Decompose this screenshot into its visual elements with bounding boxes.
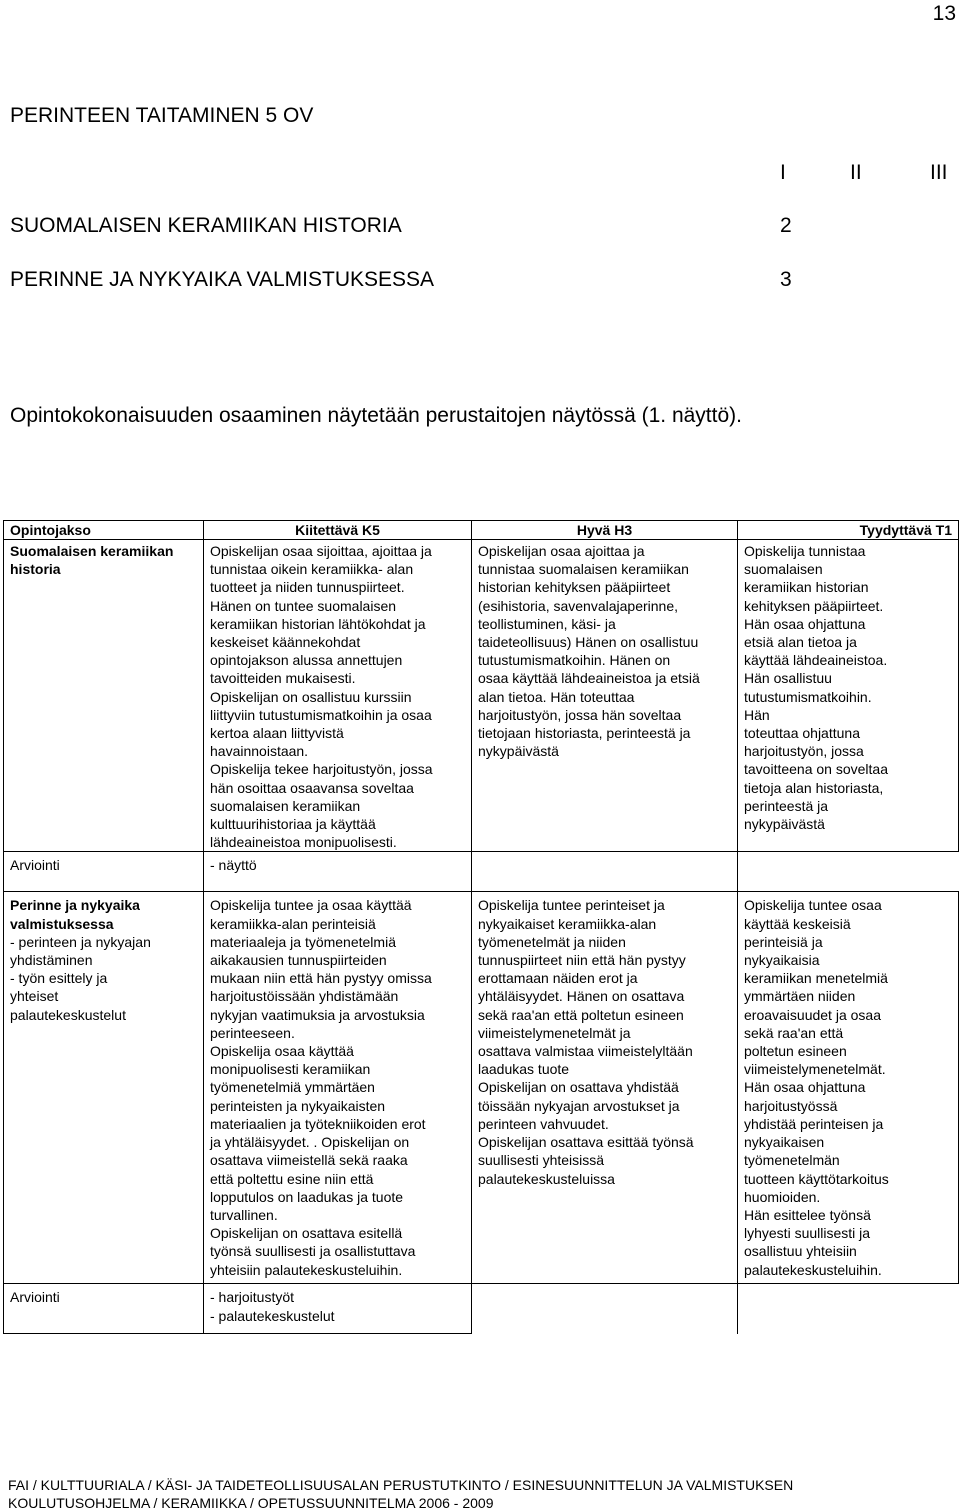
assessment-value: - näyttö — [204, 852, 472, 892]
empty-cell — [472, 1284, 738, 1334]
assessment-label: Arviointi — [4, 852, 204, 892]
t1-criteria-cell: Opiskelija tunnistaa suomalaisen keramiikan historian kehityksen pääpiirteet. Hän osaa ohjattuna etsiä alan tietoa ja käyttää lähdeaineistoa. Hän osallistuu tutustumismatkoihin. Hän toteuttaa ohjattuna harjoitustyön, jossa tavoitteena on soveltaa tietoja alan historiasta, perinteestä ja nykypäivästä — [738, 540, 959, 852]
module-title: PERINTEEN TAITAMINEN 5 OV — [10, 104, 314, 127]
empty-cell — [738, 852, 959, 892]
course-name-cell — [4, 892, 204, 1284]
course-topic-item: - työn esittely ja yhteiset palautekeskustelut — [10, 970, 126, 1023]
table-row — [4, 1284, 959, 1334]
h3-criteria-cell: Opiskelijan osaa ajoittaa ja tunnistaa suomalaisen keramiikan historian kehityksen pääpiirteet (esihistoria, savenvalajaperinne, teollistuminen, käsi- ja taideteollisuus) Hänen on osallistuu tutustumismatkoihin. Hänen on osaa käyttää lähdeaineistoa ja etsiä alan tietoa. Hän toteuttaa harjoitustyön, jossa hän soveltaa tietojaan historiasta, perinteestä ja nykypäivästä — [472, 540, 738, 852]
assessment-label: Arviointi — [4, 1284, 204, 1334]
course-level-tradition: 3 — [780, 268, 792, 291]
level-header-1: I — [780, 161, 786, 184]
page-footer: FAI / KULTTUURIALA / KÄSI- JA TAIDETEOLLISUUSALAN PERUSTUTKINTO / ESINESUUNNITTELUN JA VALMISTUKSEN KOULUTUSOHJELMA / KERAMIIKKA / OPETUSSUUNNITELMA 2006 - 2009 — [8, 1477, 794, 1511]
header-course: Opintojakso — [4, 521, 204, 540]
course-level-history: 2 — [780, 214, 792, 237]
table-header-row — [4, 521, 959, 540]
competence-statement: Opintokokonaisuuden osaaminen näytetään perustaitojen näytössä (1. näyttö). — [10, 404, 742, 427]
header-satisfactory: Tyydyttävä T1 — [738, 521, 959, 540]
assessment-value: - harjoitustyöt - palautekeskustelut — [204, 1284, 472, 1334]
empty-cell — [472, 852, 738, 892]
page-number: 13 — [932, 2, 956, 25]
table-row — [4, 852, 959, 892]
empty-cell — [738, 1284, 959, 1334]
k5-criteria-cell: Opiskelijan osaa sijoittaa, ajoittaa ja tunnistaa oikein keramiikka- alan tuotteet ja niiden tunnuspiirteet. Hänen on tuntee suomalaisen keramiikan historian lähtökohdat ja keskeiset käännekohdat opintojakson alussa annettujen tavoitteiden mukaisesti. Opiskelijan on osallistuu kurssiin liittyviin tutustumismatkoihin ja osaa kertoa alaan liittyvistä havainnoistaan. Opiskelija tekee harjoitustyön, jossa hän osoittaa osaavansa soveltaa suomalaisen keramiikan kulttuurihistoriaa ja käyttää lähdeaineistoa monipuolisesti. — [204, 540, 472, 852]
level-header-2: II — [850, 161, 862, 184]
course-title-history: SUOMALAISEN KERAMIIKAN HISTORIA — [10, 214, 402, 237]
course-name: Perinne ja nykyaika valmistuksessa — [10, 897, 140, 932]
k5-criteria-cell: Opiskelija tuntee ja osaa käyttää keramiikka-alan perinteisiä materiaaleja ja työmenetelmiä aikakausien tunnuspiirteiden mukaan niin että hän pystyy omissa harjoitustöissään yhdistämään nykyjan vaatimuksia ja arvostuksia perinteeseen. Opiskelija osaa käyttää monipuolisesti keramiikan työmenetelmiä ymmärtäen perinteisten ja nykyaikaisten materiaalien ja työtekniikoiden erot ja yhtäläisyydet. . Opiskelijan on osattava viimeistellä sekä raaka että poltettu esine niin että lopputulos on laadukas ja tuote turvallinen. Opiskelijan on osattava esitellä työnsä suullisesti ja osallistuttava yhteisiin palautekeskusteluihin. — [204, 892, 472, 1284]
h3-criteria-cell: Opiskelija tuntee perinteiset ja nykyaikaiset keramiikka-alan työmenetelmät ja niiden tunnuspiirteet niin että hän pystyy erottamaan näiden erot ja yhtäläisyydet. Hänen on osattava sekä raa'an että poltetun esineen viimeistelymenetelmät ja osattava valmistaa viimeistelyltään laadukas tuote Opiskelijan on osattava yhdistää töissään nykyajan arvostukset ja perinteen vahvuudet. Opiskelijan osattava esittää työnsä suullisesti yhteisissä palautekeskusteluissa — [472, 892, 738, 1284]
course-name-cell: Suomalaisen keramiikan historia — [4, 540, 204, 852]
level-header-3: III — [930, 161, 948, 184]
course-title-tradition: PERINNE JA NYKYAIKA VALMISTUKSESSA — [10, 268, 435, 291]
table-row — [4, 540, 959, 852]
assessment-table — [3, 520, 959, 1334]
header-excellent: Kiitettävä K5 — [204, 521, 472, 540]
header-good: Hyvä H3 — [472, 521, 738, 540]
t1-criteria-cell: Opiskelija tuntee osaa käyttää keskeisiä perinteisiä ja nykyaikaisia keramiikan menetelmiä ymmärtäen niiden eroavaisuudet ja osaa sekä raa'an että poltetun esineen viimeistelymenetelmät. Hän osaa ohjattuna harjoitustyössä yhdistää perinteisen ja nykyaikaisen työmenetelmän tuotteen käyttötarkoitus huomioiden. Hän esittelee työnsä lyhyesti suullisesti ja osallistuu yhteisiin palautekeskusteluihin. — [738, 892, 959, 1284]
table-row — [4, 892, 959, 1284]
course-topic-item: - perinteen ja nykyajan yhdistäminen — [10, 933, 151, 969]
